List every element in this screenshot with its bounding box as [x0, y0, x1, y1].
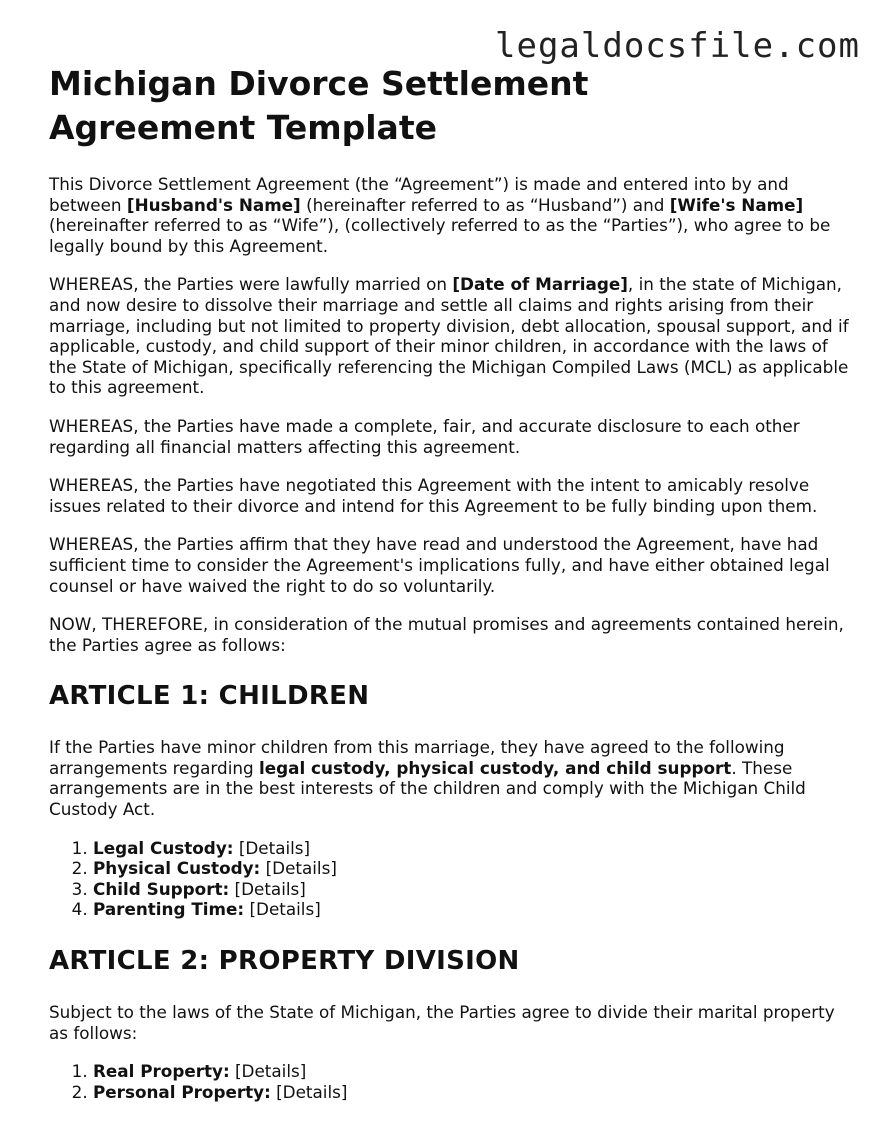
list-item	[93, 858, 849, 879]
list-item	[93, 838, 849, 859]
list-item	[93, 1061, 849, 1082]
whereas1-text-2: , in the state of Michigan, and now desire to dissolve their marriage and settle all claims and rights arising from their marriage, including but not limited to property division, debt allocation, spousal support, and if applicable, custody, and child support of their minor children, in accordance with the laws of the State of Michigan, specifically referencing the Michigan Compiled Laws (MCL) as applicable to this agreement.	[49, 274, 849, 398]
now-therefore-paragraph: NOW, THEREFORE, in consideration of the mutual promises and agreements contained herein, the Parties agree as follows:	[49, 614, 844, 655]
list-item-label: Personal Property:	[93, 1081, 271, 1102]
marriage-date-placeholder: [Date of Marriage]	[452, 274, 628, 295]
article1-text-1: If the Parties have minor children from this marriage, they have agreed to the following arrangements regarding	[49, 737, 785, 778]
intro-text-3: (hereinafter referred to as “Wife”), (collectively referred to as the “Parties”), who agree to be legally bound by this Agreement.	[49, 215, 831, 256]
watermark: legaldocsfile.com	[495, 26, 860, 66]
list-item	[93, 879, 849, 900]
list-item-label: Parenting Time:	[93, 899, 245, 920]
whereas-marriage-paragraph	[49, 274, 849, 398]
whereas-affirm-paragraph: WHEREAS, the Parties affirm that they have read and understood the Agreement, have had sufficient time to consider the Agreement's implications fully, and have either obtained legal counsel or have waived the right to do so voluntarily.	[49, 534, 830, 596]
wife-name-placeholder: [Wife's Name]	[669, 194, 804, 215]
list-item-label: Legal Custody:	[93, 837, 234, 858]
article-2-paragraph: Subject to the laws of the State of Michigan, the Parties agree to divide their marital property as follows:	[49, 1002, 835, 1043]
list-item-label: Physical Custody:	[93, 858, 261, 879]
article-1-heading: ARTICLE 1: CHILDREN	[49, 681, 370, 712]
article-1-paragraph	[49, 737, 849, 819]
article-2-heading: ARTICLE 2: PROPERTY DIVISION	[49, 946, 520, 977]
document-body	[49, 62, 849, 1102]
list-item-label: Real Property:	[93, 1061, 230, 1082]
list-item	[93, 899, 849, 920]
list-item-value: [Details]	[233, 837, 311, 858]
intro-text-1: This Divorce Settlement Agreement (the “Agreement”) is made and entered into by and between	[49, 174, 789, 215]
list-item-value: [Details]	[260, 858, 337, 879]
whereas-negotiation-paragraph: WHEREAS, the Parties have negotiated this Agreement with the intent to amicably resolve issues related to their divorce and intend for this Agreement to be fully binding upon them.	[49, 475, 818, 516]
list-item-value: [Details]	[229, 1061, 307, 1082]
list-item-value: [Details]	[229, 878, 306, 899]
article-2-list	[49, 1061, 849, 1102]
article-1-list	[49, 838, 849, 920]
list-item-value: [Details]	[270, 1081, 348, 1102]
husband-name-placeholder: [Husband's Name]	[126, 194, 301, 215]
article1-text-2: . These arrangements are in the best interests of the children and comply with the Michigan Child Custody Act.	[49, 757, 806, 820]
article1-bold-text: legal custody, physical custody, and child support	[258, 757, 732, 778]
list-item-value: [Details]	[244, 899, 321, 920]
intro-text-2: (hereinafter referred to as “Husband”) and	[300, 194, 670, 215]
intro-paragraph	[49, 174, 849, 256]
list-item	[93, 1082, 849, 1103]
list-item-label: Child Support:	[93, 878, 230, 899]
page-title: Michigan Divorce Settlement Agreement Template	[49, 64, 589, 147]
whereas1-text-1: WHEREAS, the Parties were lawfully married on	[49, 274, 453, 295]
whereas-disclosure-paragraph: WHEREAS, the Parties have made a complete, fair, and accurate disclosure to each other regarding all financial matters affecting this agreement.	[49, 415, 800, 457]
